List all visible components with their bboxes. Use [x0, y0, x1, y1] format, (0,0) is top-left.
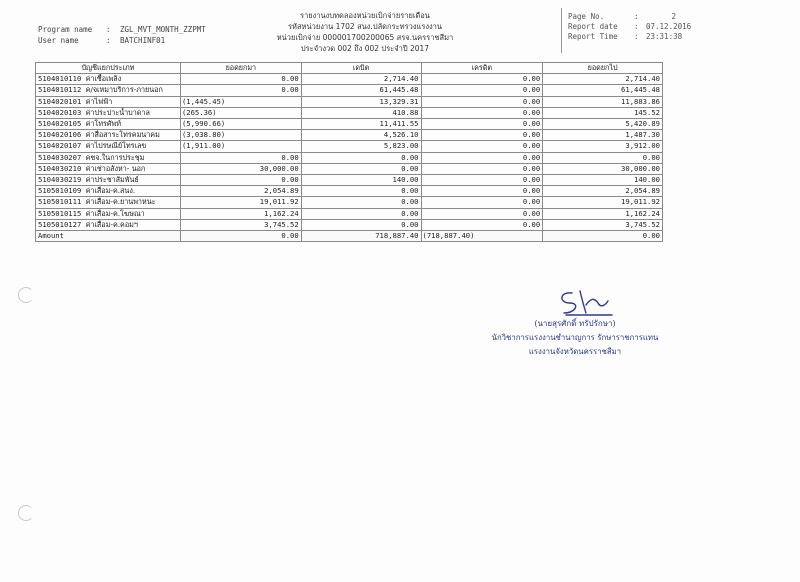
- closing-balance-cell: 61,445.48: [543, 85, 663, 96]
- col-credit: เครดิต: [421, 63, 543, 74]
- account-cell: [36, 163, 181, 174]
- table-row: [36, 74, 663, 85]
- account-name: ค/จเหมาบริการ-ภายนอก: [85, 85, 163, 95]
- opening-balance: (1,911.00): [181, 141, 226, 151]
- credit-cell: 0.00: [421, 74, 543, 85]
- closing-balance-cell: 140.00: [543, 175, 663, 186]
- account-name: คชจ.ในการประชุม: [85, 152, 145, 162]
- user-name-value: BATCHINF01: [120, 36, 166, 45]
- credit-cell: 0.00: [421, 197, 543, 208]
- opening-balance: 0.00: [281, 74, 299, 84]
- report-meta: Page No. : 2 Report date : 07.12.2016 Report Time : 23:31:38: [568, 12, 692, 41]
- account-name: ค่าไปรษณีย์โทรเลข: [85, 141, 147, 151]
- account-name: ค่าประปาะน้ำบาดาล: [85, 107, 150, 117]
- opening-balance-cell: [180, 85, 301, 96]
- debit-cell: 2,714.40: [301, 74, 421, 85]
- table-row: [36, 141, 663, 152]
- closing-balance-cell: 5,420.89: [543, 119, 663, 130]
- title-line-2: รหัสหน่วยงาน 1702 สนง.ปลัดกระทรวงแรงงาน: [287, 22, 443, 31]
- closing-balance-cell: 11,883.86: [543, 96, 663, 107]
- account-cell: [36, 96, 181, 107]
- total-row: [36, 231, 663, 242]
- table-row: [36, 85, 663, 96]
- account-cell: [36, 85, 181, 96]
- table-row: [36, 208, 663, 219]
- program-info: Program name : ZGL_MVT_MONTH_ZZPMT User name : BATCHINF01: [38, 25, 206, 45]
- table-row: [36, 175, 663, 186]
- credit-cell: 0.00: [421, 175, 543, 186]
- credit-cell: 0.00: [421, 119, 543, 130]
- table-row: [36, 197, 663, 208]
- account-cell: [36, 141, 181, 152]
- account-code: 5104020107: [38, 141, 82, 151]
- opening-balance-cell: [180, 163, 301, 174]
- account-code: 5104030219: [38, 175, 82, 185]
- account-name: ค่าเสื่อม-ค.โฆษณา: [85, 208, 145, 218]
- closing-balance-cell: 30,000.00: [543, 163, 663, 174]
- account-name: ค่าสื่อสาระโทรคมนาคม: [85, 130, 160, 140]
- col-closing: ยอดยกไป: [543, 63, 663, 74]
- title-line-1: รายงานงบทดลองหน่วยเบิกจ่ายรายเดือน: [300, 11, 430, 20]
- page-no-value: 2: [671, 12, 676, 21]
- table-body: [36, 74, 663, 242]
- table-row: [36, 107, 663, 118]
- debit-cell: 0.00: [301, 208, 421, 219]
- table-row: [36, 130, 663, 141]
- opening-balance-cell: [180, 197, 301, 208]
- table-row: [36, 96, 663, 107]
- account-name: ค่าเสื่อม-ค.ยานพาหนะ: [85, 197, 156, 207]
- debit-cell: 0.00: [301, 219, 421, 230]
- total-credit: (718,887.40): [422, 231, 475, 241]
- debit-cell: 410.88: [301, 107, 421, 118]
- program-name-label: Program name: [38, 25, 93, 34]
- opening-balance-cell: [180, 175, 301, 186]
- closing-balance-cell: 2,054.89: [543, 186, 663, 197]
- table-header-row: [36, 63, 663, 74]
- credit-cell: 0.00: [421, 163, 543, 174]
- credit-cell: 0.00: [421, 219, 543, 230]
- punch-hole: [18, 287, 34, 303]
- total-debit: 718,887.40: [301, 231, 421, 242]
- account-code: 5105010115: [38, 208, 82, 218]
- account-name: ค่าไฟฟ้า: [85, 96, 113, 106]
- debit-cell: 0.00: [301, 163, 421, 174]
- opening-balance-cell: [180, 96, 301, 107]
- opening-balance-cell: [180, 186, 301, 197]
- table-row: [36, 219, 663, 230]
- total-opening: 0.00: [180, 231, 301, 242]
- account-cell: [36, 197, 181, 208]
- closing-balance-cell: 19,011.92: [543, 197, 663, 208]
- account-code: 5105010127: [38, 219, 82, 229]
- punch-hole: [18, 505, 34, 521]
- account-cell: [36, 119, 181, 130]
- closing-balance-cell: 1,487.30: [543, 130, 663, 141]
- closing-balance-cell: 145.52: [543, 107, 663, 118]
- account-cell: [36, 130, 181, 141]
- credit-cell: 0.00: [421, 107, 543, 118]
- opening-balance: 3,745.52: [264, 219, 299, 229]
- credit-cell: 0.00: [421, 130, 543, 141]
- debit-cell: 0.00: [301, 197, 421, 208]
- credit-cell: 0.00: [421, 152, 543, 163]
- account-cell: [36, 74, 181, 85]
- report-time-label: Report Time: [568, 32, 618, 41]
- opening-balance-cell: [180, 152, 301, 163]
- total-label: Amount: [36, 231, 181, 242]
- account-cell: [36, 175, 181, 186]
- opening-balance: 19,011.92: [259, 197, 299, 207]
- account-code: 5104020105: [38, 119, 82, 129]
- header-divider: [561, 8, 562, 53]
- debit-cell: 4,526.10: [301, 130, 421, 141]
- debit-cell: 0.00: [301, 186, 421, 197]
- program-name-value: ZGL_MVT_MONTH_ZZPMT: [120, 25, 206, 34]
- opening-balance: 30,000.00: [259, 163, 299, 173]
- account-code: 5105010109: [38, 186, 82, 196]
- account-code: 5104020103: [38, 107, 82, 117]
- signer-position: นักวิชาการแรงงานชำนาญการ รักษาราชการแทน: [491, 333, 659, 342]
- signature-block: [470, 285, 680, 358]
- col-account: บัญชีแยกประเภท: [36, 63, 181, 74]
- debit-cell: 11,411.55: [301, 119, 421, 130]
- debit-cell: 0.00: [301, 152, 421, 163]
- account-code: 5104020101: [38, 96, 82, 106]
- account-code: 5104030210: [38, 163, 82, 173]
- total-credit-cell: [421, 231, 543, 242]
- credit-cell: 0.00: [421, 96, 543, 107]
- col-debit: เดบิต: [301, 63, 421, 74]
- account-code: 5104030207: [38, 152, 82, 162]
- table-row: [36, 163, 663, 174]
- account-name: ค่าเสื่อม-ค.คอมฯ: [85, 219, 138, 229]
- account-cell: [36, 186, 181, 197]
- signature-scribble: [530, 285, 620, 317]
- account-code: 5104010110: [38, 74, 82, 84]
- opening-balance: 0.00: [281, 175, 299, 185]
- account-cell: [36, 152, 181, 163]
- opening-balance: (3,038.80): [181, 130, 226, 140]
- debit-cell: 13,329.31: [301, 96, 421, 107]
- table-row: [36, 152, 663, 163]
- opening-balance: (265.36): [181, 107, 217, 117]
- opening-balance-cell: [180, 119, 301, 130]
- credit-cell: 0.00: [421, 85, 543, 96]
- signer-office: แรงงานจังหวัดนครราชสีมา: [528, 347, 622, 356]
- credit-cell: 0.00: [421, 186, 543, 197]
- report-title: [250, 10, 480, 54]
- opening-balance: 1,162.24: [264, 208, 299, 218]
- opening-balance: (5,990.66): [181, 119, 226, 129]
- credit-cell: 0.00: [421, 208, 543, 219]
- closing-balance-cell: 3,912.00: [543, 141, 663, 152]
- page-no-label: Page No.: [568, 12, 605, 21]
- account-code: 5104020106: [38, 130, 82, 140]
- closing-balance-cell: 1,162.24: [543, 208, 663, 219]
- closing-balance-cell: 2,714.40: [543, 74, 663, 85]
- account-name: ค่าเช่าอสังหา- นอก: [85, 163, 146, 173]
- opening-balance-cell: [180, 208, 301, 219]
- closing-balance-cell: 0.00: [543, 152, 663, 163]
- debit-cell: 5,823.00: [301, 141, 421, 152]
- opening-balance-cell: [180, 130, 301, 141]
- opening-balance-cell: [180, 141, 301, 152]
- closing-balance-cell: 3,745.52: [543, 219, 663, 230]
- opening-balance: (1,445.45): [181, 96, 226, 106]
- account-code: 5104010112: [38, 85, 82, 95]
- trial-balance-table: [35, 62, 663, 242]
- title-line-4: ประจำงวด 002 ถึง 002 ประจำปี 2017: [300, 44, 430, 53]
- account-name: ค่าเชื้อเพลิง: [85, 74, 122, 84]
- account-cell: [36, 107, 181, 118]
- credit-cell: 0.00: [421, 141, 543, 152]
- user-name-label: User name: [38, 36, 79, 45]
- account-name: ค่าประชาสัมพันธ์: [85, 175, 139, 185]
- opening-balance-cell: [180, 107, 301, 118]
- opening-balance: 0.00: [281, 85, 299, 95]
- report-time-value: 23:31:38: [646, 32, 683, 41]
- opening-balance-cell: [180, 74, 301, 85]
- report-date-label: Report date: [568, 22, 618, 31]
- opening-balance-cell: [180, 219, 301, 230]
- opening-balance: 0.00: [281, 152, 299, 162]
- table-row: [36, 119, 663, 130]
- account-name: ค่าเสื่อม-ค.สนง.: [85, 186, 136, 196]
- account-code: 5105010111: [38, 197, 82, 207]
- account-cell: [36, 219, 181, 230]
- title-line-3: หน่วยเบิกจ่าย 000001700200065 สรจ.นครราชสีมา: [276, 33, 454, 42]
- debit-cell: 140.00: [301, 175, 421, 186]
- account-name: ค่าโทรศัพท์: [85, 119, 121, 129]
- col-opening: ยอดยกมา: [180, 63, 301, 74]
- report-date-value: 07.12.2016: [646, 22, 692, 31]
- signer-name: (นายสุรศักดิ์ ทรัปรักษา): [534, 319, 616, 328]
- total-closing: 0.00: [543, 231, 663, 242]
- account-cell: [36, 208, 181, 219]
- table-row: [36, 186, 663, 197]
- opening-balance: 2,054.89: [264, 186, 299, 196]
- debit-cell: 61,445.48: [301, 85, 421, 96]
